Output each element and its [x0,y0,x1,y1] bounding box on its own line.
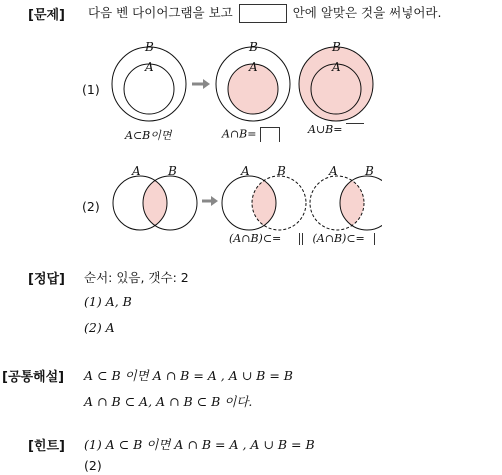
blank-right-start [302,233,309,245]
problem-text-after: 안에 알맞은 것을 써넣어라. [292,5,442,20]
label-a: A [145,60,154,74]
part2-diagram-original [113,164,197,230]
hint-label: [힌트] [28,439,65,454]
part1-diagram-intersection [216,40,290,121]
label-b: B [277,164,286,178]
blank-right [368,233,375,245]
part1-caption-subset: A⊂B이면 [125,129,172,142]
part2-diagram-subset-a [222,164,306,230]
label-a: A [329,164,338,178]
blank-union [346,123,364,134]
label-a: A [241,164,250,178]
circle-b [112,47,186,121]
answer-blank-box [239,4,287,23]
intersection-region [340,176,382,230]
explanation-label: [공통해설] [2,370,65,385]
label-a: A [249,60,258,74]
arrow-icon [192,79,210,89]
answer-label: [정답] [28,272,65,287]
answer-line-3: (2) A [84,320,115,335]
part1-caption-intersection: A∩B= [222,127,280,142]
part2-number: (2) [82,199,100,214]
hint-line-2: (2) [84,458,102,473]
label-b: B [332,40,341,54]
part1-diagram-union [299,40,373,121]
blank-left [285,233,300,245]
explanation-line-2: A ∩ B ⊂ A, A ∩ B ⊂ B 이다. [84,394,253,409]
label-b: B [249,40,258,54]
part2-diagram-subset-b [310,164,382,230]
answer-line-2: (1) A, B [84,294,132,309]
label-a: A [332,60,341,74]
label-a: A [132,164,141,178]
hint-line-1: (1) A ⊂ B 이면 A ∩ B = A , A ∪ B = B [84,437,315,452]
part1-number: (1) [82,82,100,97]
label-b: B [168,164,177,178]
part1-diagram-subset [112,40,186,121]
part2-caption-left: (A∩B)⊂= [229,232,300,245]
label-b: B [145,40,154,54]
explanation-line-1: A ⊂ B 이면 A ∩ B = A , A ∪ B = B [84,368,293,383]
part2-caption-right: (A∩B)⊂= [302,232,375,245]
part1-caption-union: A∪B= [308,123,364,136]
problem-text-before: 다음 벤 다이어그램을 보고 [88,5,233,20]
blank-intersection [260,127,280,142]
problem-statement [88,3,441,23]
label-b: B [365,164,374,178]
arrow-icon [202,196,218,206]
part2-diagrams [112,160,382,240]
problem-label: [문제] [28,8,65,23]
answer-line-1: 순서: 있음, 갯수: 2 [84,270,189,285]
